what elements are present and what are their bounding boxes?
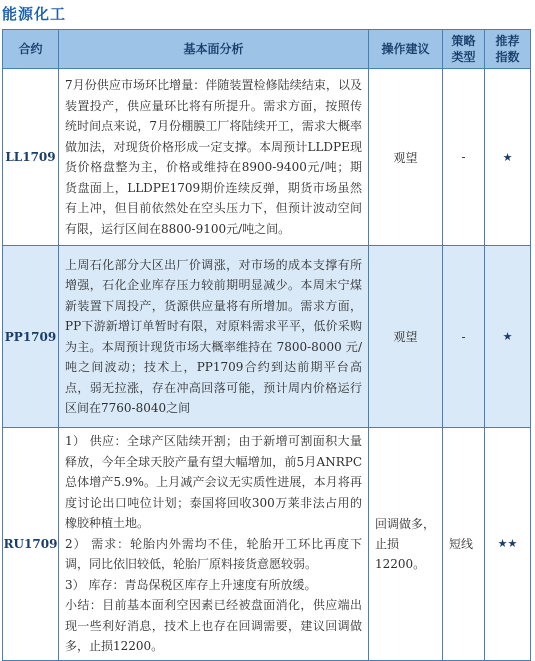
header-analysis: 基本面分析 [59, 30, 369, 69]
section-title: 能源化工 [2, 5, 67, 23]
strategy-table-container [2, 29, 530, 661]
strategy-type-cell: - [443, 246, 485, 428]
contract-cell: PP1709 [3, 246, 59, 428]
header-rating: 推荐 指数 [485, 30, 531, 69]
operation-cell: 观望 [369, 246, 443, 428]
table-row [3, 246, 531, 428]
rating-star-icon: ★ [485, 69, 531, 246]
header-contract: 合约 [3, 30, 59, 69]
contract-cell: LL1709 [3, 69, 59, 246]
rating-star-icon: ★★ [485, 428, 531, 661]
strategy-table [2, 29, 531, 661]
analysis-cell: 1） 供应：全球产区陆续开割；由于新增可割面积大量释放，今年全球天胶产量有望大幅增加，前5月ANRPC总体增产5.9%。上月减产会议无实质性进展，本月将再度讨论出口吨位计划；泰国将回收300万莱非法占用的橡胶种植土地。 2） 需求：轮胎内外需均不佳，轮胎开工环比再度下调，同比依旧较低，轮胎厂原料接货意愿较弱。 3） 库存：青岛保税区库存上升速度有所放缓。 小结：目前基本面利空因素已经被盘面消化，供应端出现一些利好消息，技术上也存在回调需要，建议回调做多，止损12200。 [59, 428, 369, 661]
operation-cell: 观望 [369, 69, 443, 246]
analysis-cell: 上周石化部分大区出厂价调涨，对市场的成本支撑有所增强，石化企业库存压力较前期明显减少。本周末宁煤新装置下周投产，货源供应量将有所增加。需求方面，PP下游新增订单暂时有限，对原料需求平平，低价采购为主。本周预计现货市场大概率维持在 7800-8000 元/吨之间波动；技术上，PP1709合约到达前期平台高点，弱无拉涨，存在冲高回落可能，预计周内价格运行区间在7760-8040之间 [59, 246, 369, 428]
table-row [3, 428, 531, 661]
contract-cell: RU1709 [3, 428, 59, 661]
analysis-cell: 7月份供应市场环比增量：伴随装置检修陆续结束，以及装置投产，供应量环比将有所提升。需求方面，按照传统时间点来说，7月份棚膜工厂将陆续开工，需求大概率做加法，对现货价格形成一定支撑。本周预计LLDPE现货价格盘整为主，价格或维持在8900-9400元/吨；期货盘面上，LLDPE1709期价连续反弹，期货市场虽然有上冲，但目前依然处在空头压力下，但预计波动空间有限，运行区间在8800-9100元/吨之间。 [59, 69, 369, 246]
strategy-type-cell: - [443, 69, 485, 246]
header-strategy-type: 策略 类型 [443, 30, 485, 69]
header-operation: 操作建议 [369, 30, 443, 69]
table-row [3, 69, 531, 246]
strategy-type-cell: 短线 [443, 428, 485, 661]
rating-star-icon: ★ [485, 246, 531, 428]
operation-cell: 回调做多，止损12200。 [369, 428, 443, 661]
table-header-row [3, 30, 531, 69]
